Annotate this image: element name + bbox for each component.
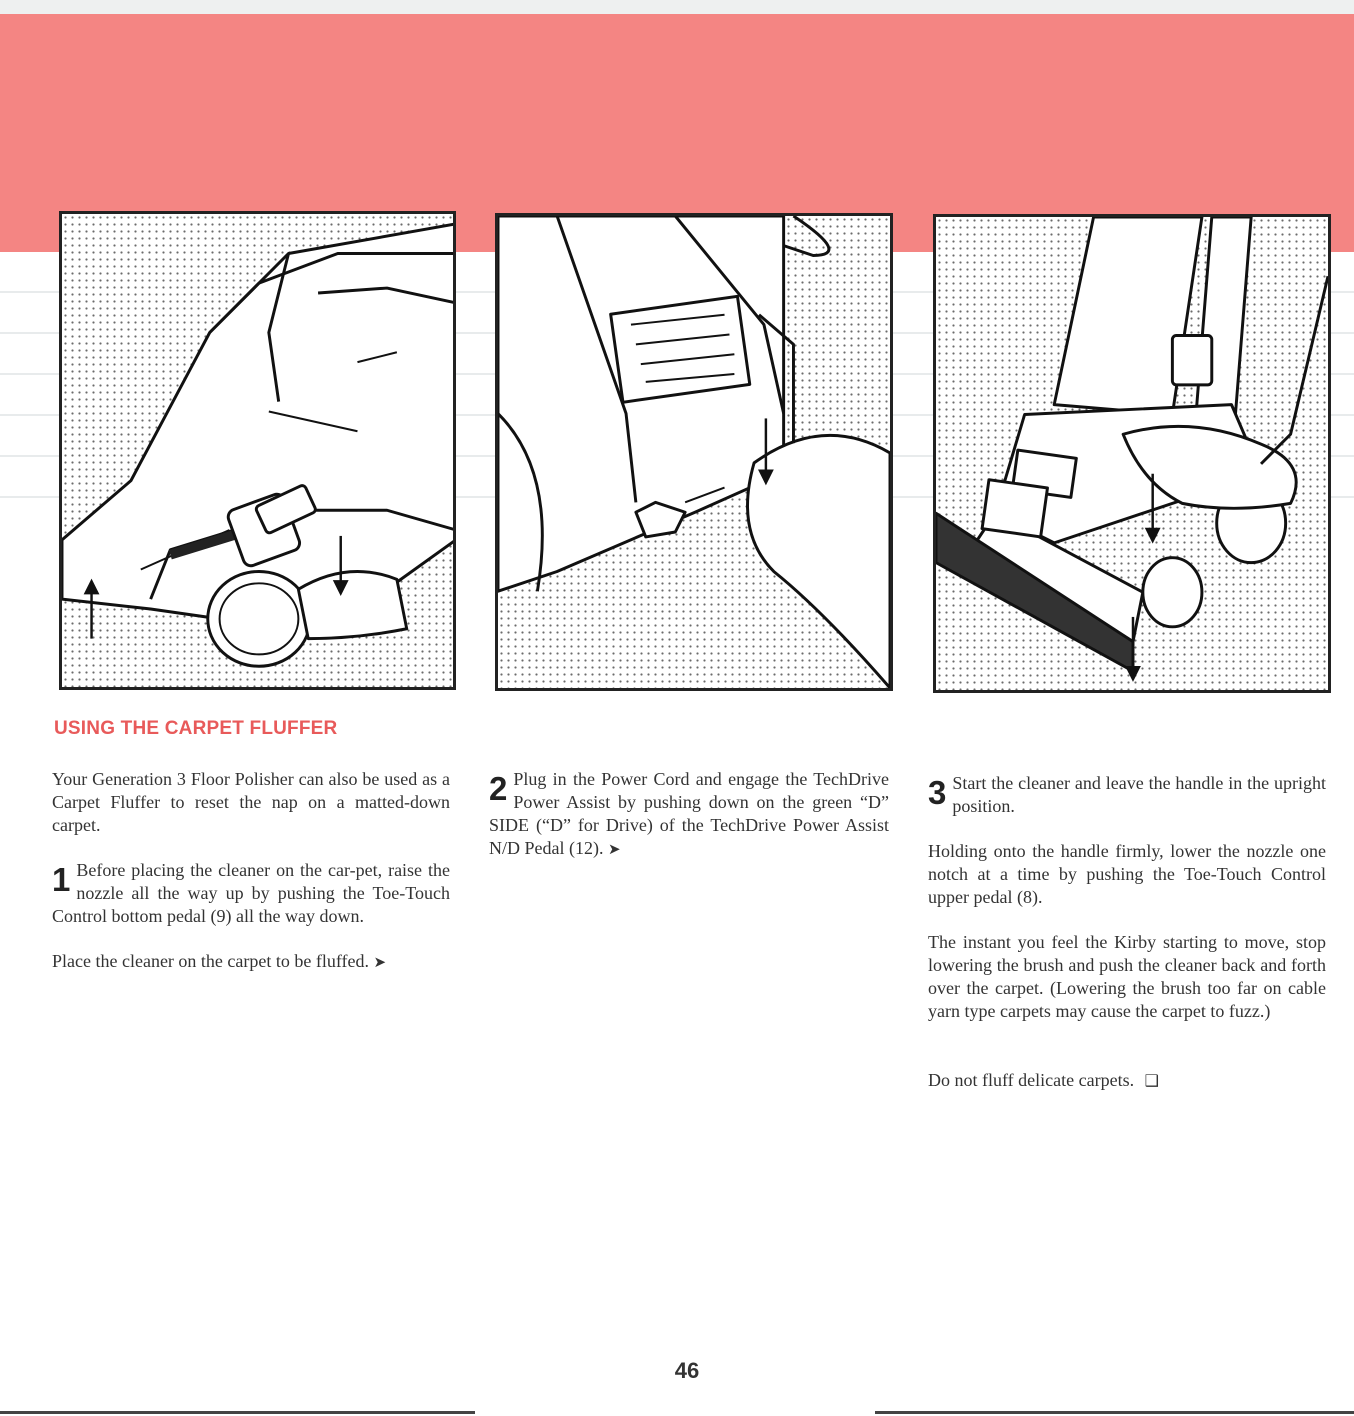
step-text: Plug in the Power Cord and engage the TechDrive Power Assist by pushing down on the green “D” SIDE (“D” for Drive) of the TechDrive Power Assist N/D Pedal (12).	[489, 769, 889, 858]
paragraph-back-and-forth: The instant you feel the Kirby starting to move, stop lowering the brush and push the cleaner back and forth over the carpet. (Lowering the brush too far on cable yarn type carpets may cause the carpet to fuzz.)	[928, 932, 1326, 1021]
column-2	[489, 768, 889, 883]
square-box-icon: ❑	[1144, 1071, 1159, 1090]
final-note	[928, 1069, 1326, 1092]
step-1	[52, 859, 450, 928]
column-3	[928, 772, 1326, 1114]
page-number: 46	[674, 1358, 700, 1383]
followup-paragraph	[52, 950, 450, 974]
step-number: 1	[52, 861, 71, 898]
step-text: Before placing the cleaner on the car-pet, raise the nozzle all the way up by pushing the Toe-Touch Control bottom pedal (9) all the way down.	[52, 860, 450, 926]
intro-paragraph: Your Generation 3 Floor Polisher can also be used as a Carpet Fluffer to reset the nap on a matted-down carpet.	[52, 769, 450, 835]
step-number: 2	[489, 770, 508, 807]
footer-rule-right	[875, 1411, 1354, 1414]
drive-pedal-drawing	[498, 216, 890, 688]
illustration-drive-pedal	[495, 213, 893, 691]
step-3	[928, 772, 1326, 818]
step-number: 3	[928, 774, 947, 811]
column-1	[52, 768, 450, 996]
section-heading: USING THE CARPET FLUFFER	[54, 718, 338, 739]
illustration-lower-nozzle	[933, 214, 1331, 693]
step-text: Start the cleaner and leave the handle in the upright position.	[952, 773, 1326, 816]
lower-nozzle-drawing	[936, 217, 1328, 690]
arrowhead-right-icon: ➤	[607, 840, 621, 858]
paragraph-lower-nozzle: Holding onto the handle firmly, lower the nozzle one notch at a time by pushing the Toe-Touch Control upper pedal (8).	[928, 841, 1326, 907]
final-note-text: Do not fluff delicate carpets.	[928, 1070, 1135, 1090]
illustration-raise-nozzle	[59, 211, 456, 690]
cleaner-nozzle-drawing	[62, 214, 453, 687]
footer-rule-left	[0, 1411, 475, 1414]
arrowhead-right-icon: ➤	[373, 953, 387, 971]
followup-text: Place the cleaner on the carpet to be fluffed.	[52, 951, 370, 971]
step-2	[489, 768, 889, 861]
